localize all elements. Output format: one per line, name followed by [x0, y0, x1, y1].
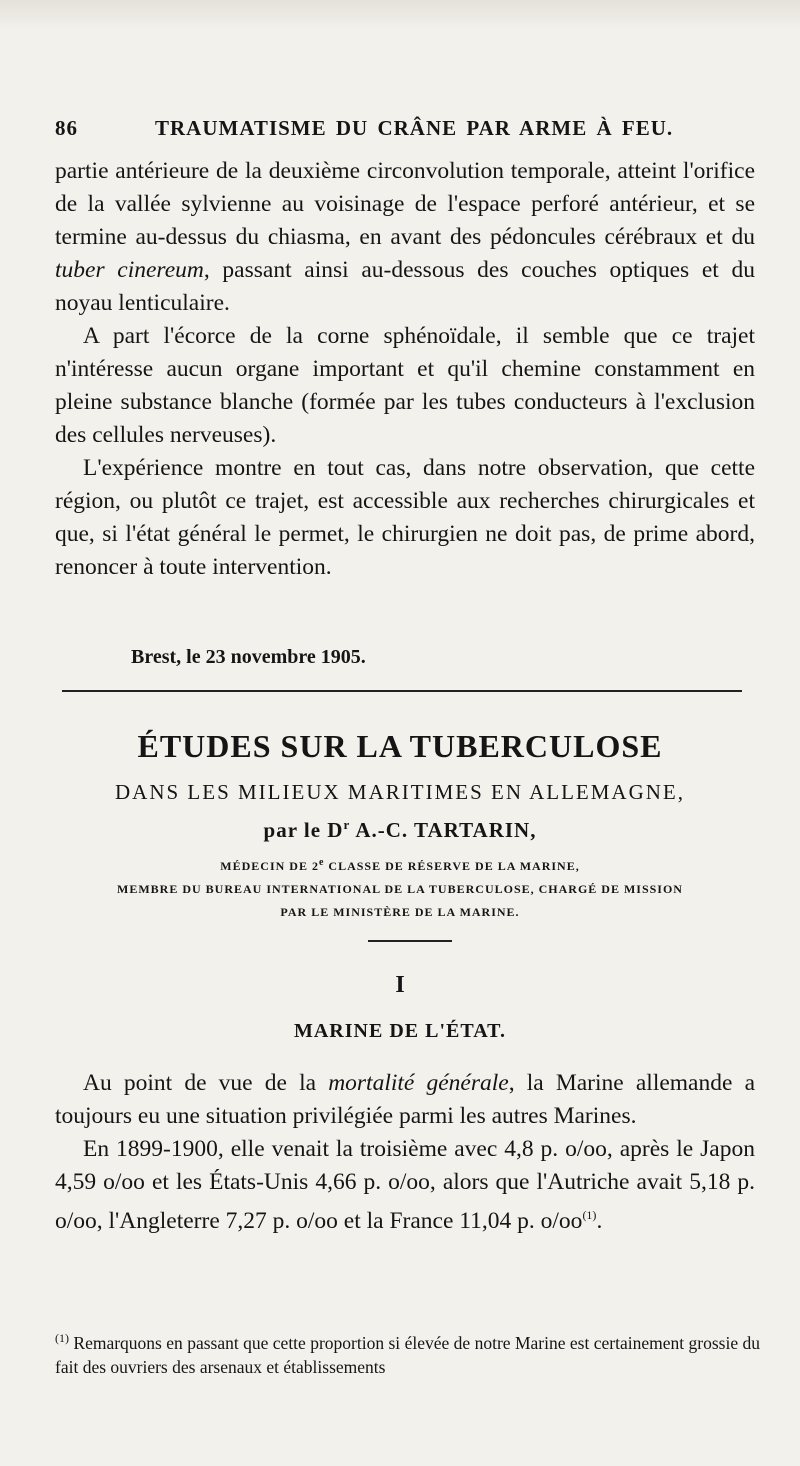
emphasis: mortalité générale: [328, 1070, 509, 1096]
footnote-text: Remarquons en passant que cette proportion si élevée de notre Marine est certainement grossie du fait des ouvriers des arsenaux et établissements: [55, 1332, 760, 1377]
section-number: I: [395, 972, 405, 998]
section-divider: [62, 690, 742, 692]
page-edge-shadow: [0, 0, 800, 30]
signature-line: Brest, le 23 novembre 1905.: [131, 646, 366, 668]
running-title: TRAUMATISME DU CRÂNE PAR ARME À FEU.: [155, 116, 674, 140]
author-credential-2: MEMBRE DU BUREAU INTERNATIONAL DE LA TUBERCULOSE, CHARGÉ DE MISSION: [117, 882, 683, 896]
article-subtitle: DANS LES MILIEUX MARITIMES EN ALLEMAGNE,: [115, 780, 685, 804]
section-title: MARINE DE L'ÉTAT.: [293, 1020, 507, 1042]
paragraph-3: L'expérience montre en tout cas, dans notre observation, que cette région, ou plutôt ce trajet, est accessible aux recherches chirurgicales et que, si l'état général le permet, le chirurgien ne doit pas, de prime abord, renoncer à toute intervention.: [55, 455, 755, 580]
continuation-text: [55, 155, 755, 584]
page-number: 86: [55, 116, 78, 140]
author-credential-3: PAR LE MINISTÈRE DE LA MARINE.: [280, 905, 520, 919]
body-paragraph-1: Au point de vue de la mortalité générale, la Marine allemande a toujours eu une situation privilégiée parmi les autres Marines.: [55, 1070, 755, 1129]
latin-term: tuber cinereum: [55, 257, 204, 283]
article-title: ÉTUDES SUR LA TUBERCULOSE: [137, 728, 663, 764]
body-paragraph-2: En 1899-1900, elle venait la troisième avec 4,8 p. o/oo, après le Japon 4,59 o/oo et les États-Unis 4,66 p. o/oo, alors que l'Autriche avait 5,18 p. o/oo, l'Angleterre 7,27 p. o/oo et la France 11,04 p. $o/oo^{(1)}$.: [55, 1136, 755, 1234]
article-body: [55, 1067, 755, 1238]
footnote: [55, 1326, 760, 1379]
footnote-marker: (1): [55, 1331, 69, 1345]
running-header: [55, 110, 757, 144]
article-author: par le $D^r$ A.-C. TARTARIN,: [263, 817, 537, 842]
paragraph-2: A part l'écorce de la corne sphénoïdale, il semble que ce trajet n'intéresse aucun organe important et qu'il chemine constamment en pleine substance blanche (formée par les tubes conducteurs à l'exclusion des cellules nerveuses).: [55, 323, 755, 448]
author-credential-1: MÉDECIN DE 2e CLASSE DE RÉSERVE DE LA MARINE,: [220, 857, 580, 873]
footnote-ref: (1): [582, 1208, 597, 1222]
short-divider: [368, 940, 452, 942]
paragraph-1: partie antérieure de la deuxième circonvolution temporale, atteint l'orifice de la vallée sylvienne au voisinage de l'espace perforé antérieur, et se termine au-dessus du chiasma, en avant des pédoncules cérébraux et du tuber cinereum, passant ainsi au-dessous des couches optiques et du noyau lenticulaire.: [55, 158, 755, 316]
